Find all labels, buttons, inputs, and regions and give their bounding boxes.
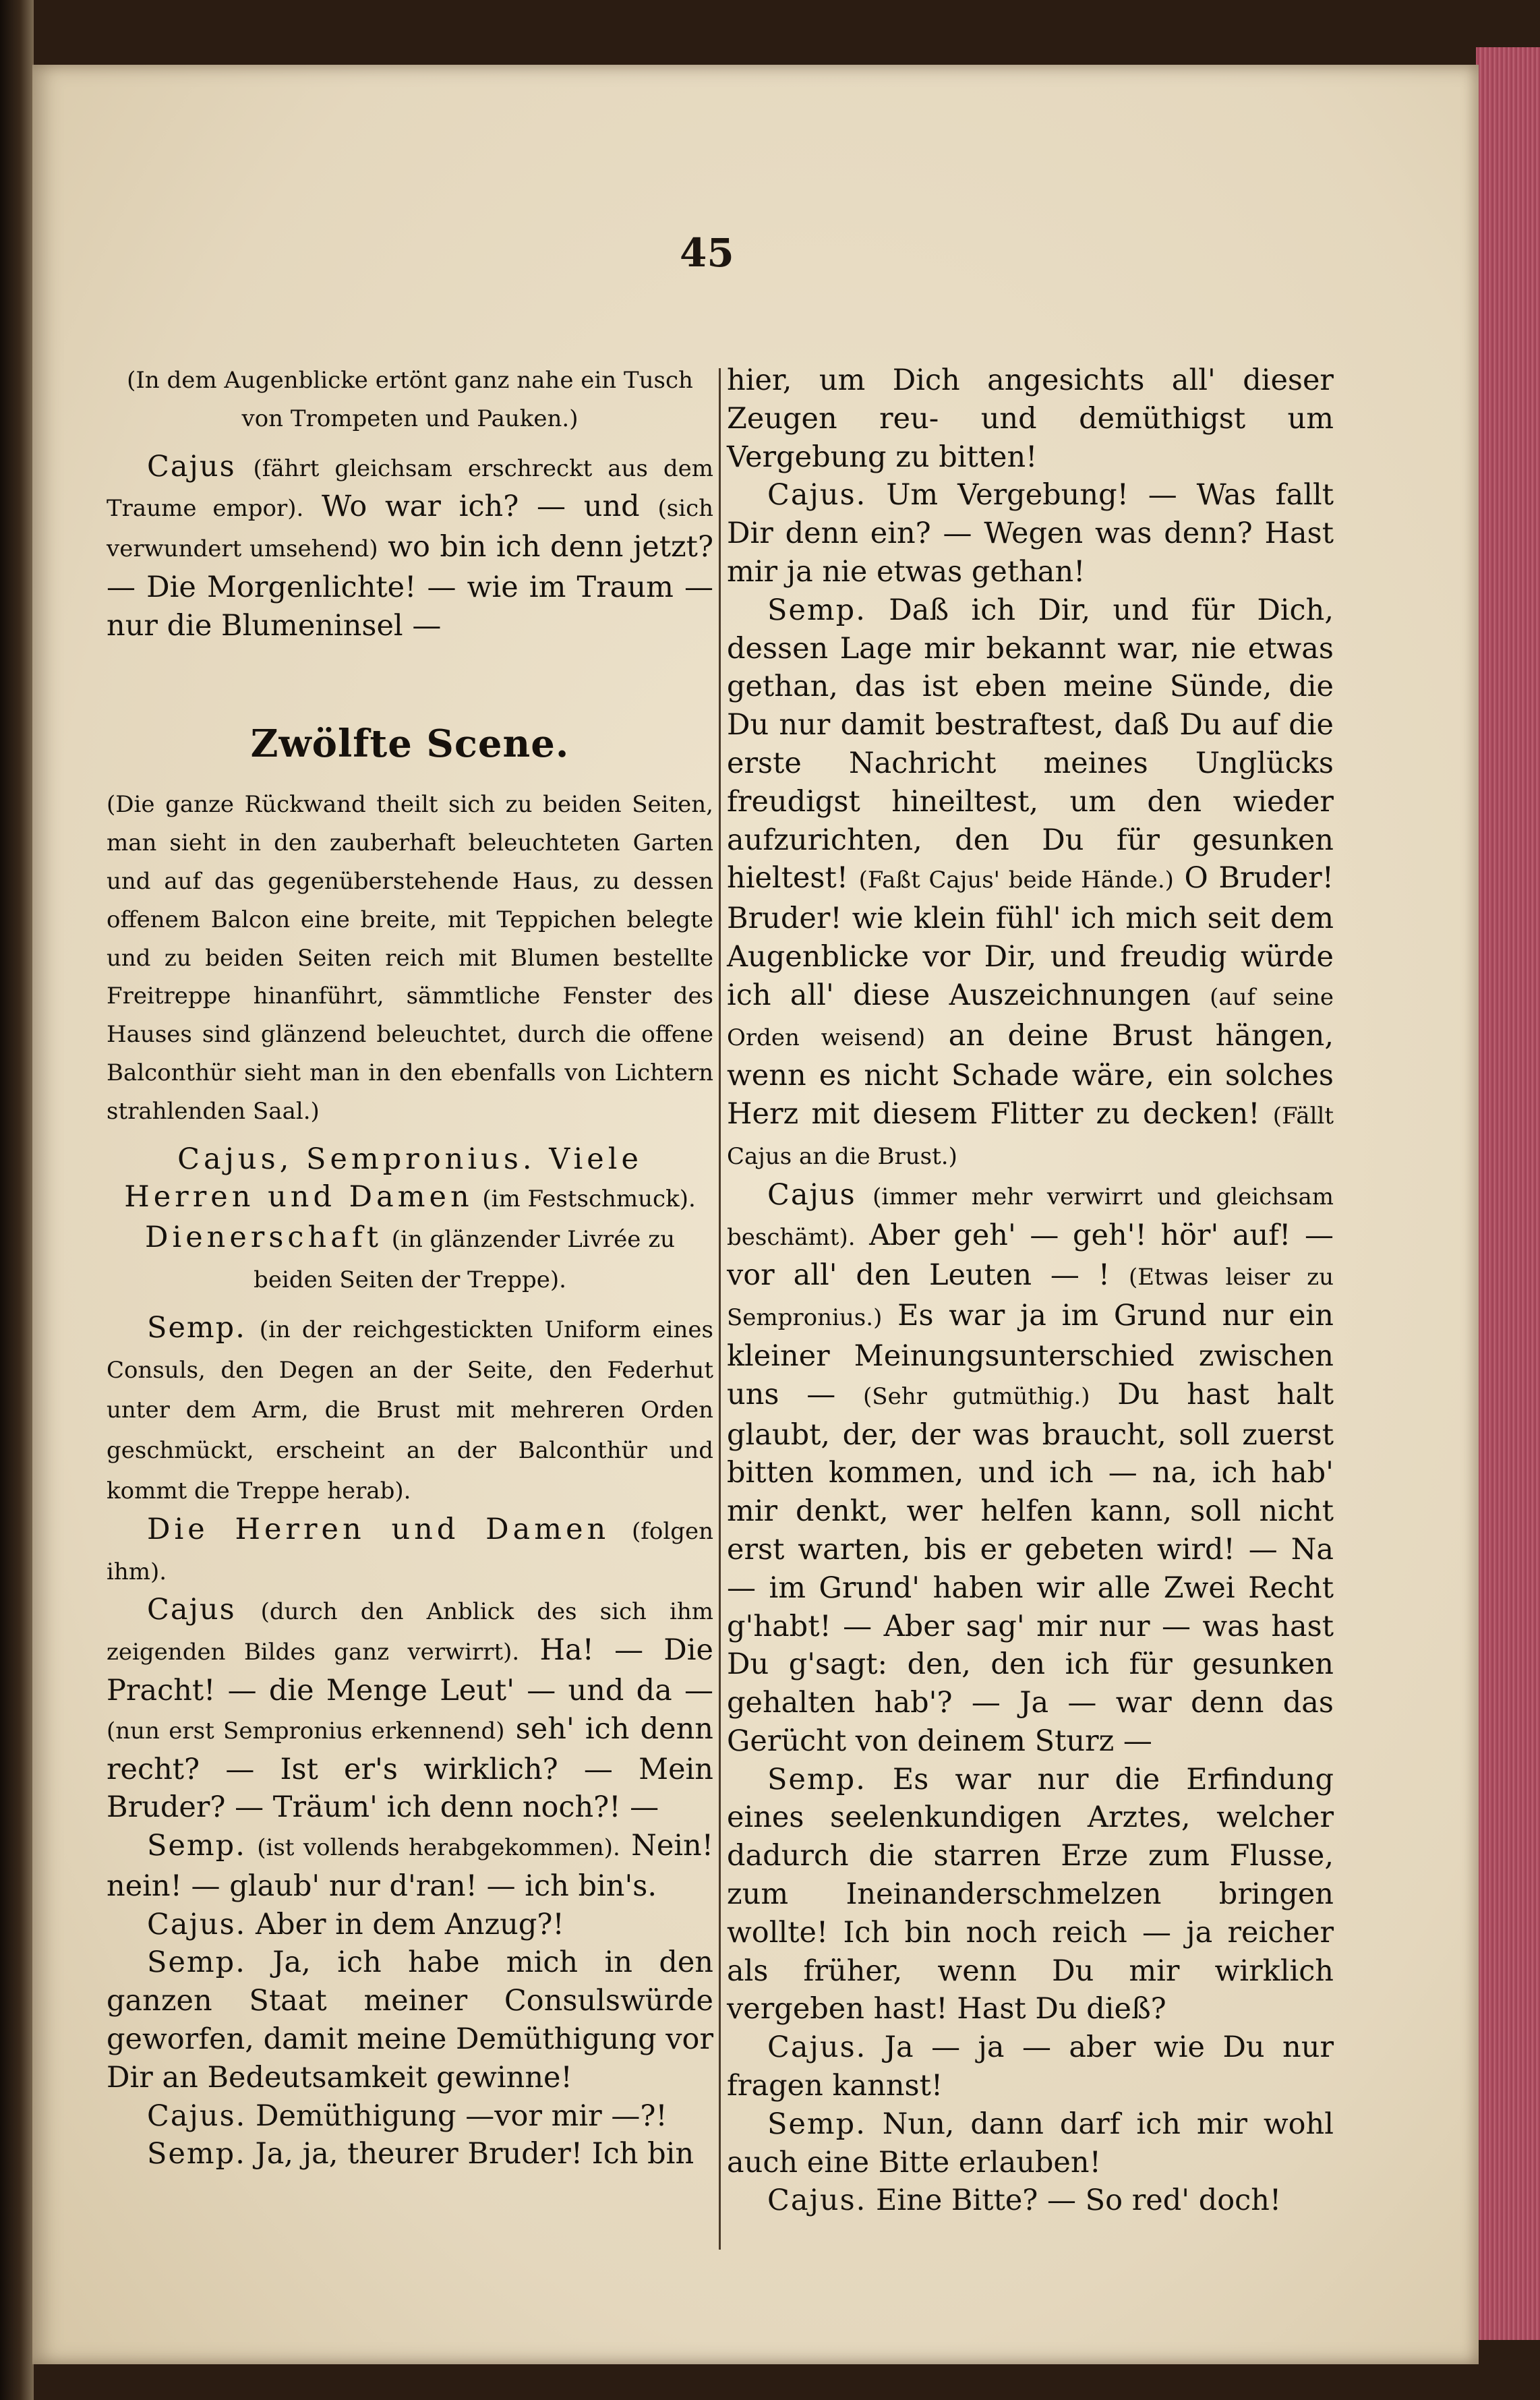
speaker-name: Cajus <box>767 1177 856 1212</box>
speaker-name: Cajus. <box>767 478 867 513</box>
speaker-name: Semp. <box>147 1310 246 1345</box>
stage-direction: (folgen ihm). <box>107 1517 714 1585</box>
dialogue-text: wo bin ich denn jetzt?— Die Morgenlichte! — wie im Traum — nur die Blumeninsel — <box>107 530 713 643</box>
dialogue-paragraph <box>727 591 1334 1176</box>
dialogue-text: Aber geh' — geh'! hör' auf! — vor all' den Leuten — ! <box>727 1218 1334 1293</box>
dialogue-paragraph <box>107 2135 713 2173</box>
dialogue-text: O Bruder! Bruder! wie klein fühl' ich mich seit dem Augenblicke vor Dir, und freudig würde ich all' diese Auszeichnungen <box>727 861 1334 1012</box>
stage-direction: (fährt gleichsam erschreckt aus dem Traume empor). <box>107 455 713 523</box>
stage-direction: (In dem Augenblicke ertönt ganz nahe ein Tusch von Trompeten und Pauken.) <box>127 367 693 432</box>
speaker-name: Semp. <box>767 1762 866 1796</box>
dialogue-text: Aber in dem Anzug?! <box>255 1907 564 1941</box>
speaker-name: Cajus. <box>767 2030 867 2065</box>
dialogue-text: Demüthigung —vor mir —?! <box>255 2099 668 2133</box>
dialogue-paragraph <box>727 1176 1334 1761</box>
scene-heading: Zwölfte Scene. <box>250 721 570 766</box>
book-spine-shadow <box>0 0 34 2400</box>
dialogue-text: Um Vergebung! — Was fallt Dir denn ein? — Wegen was denn? Hast mir ja nie etwas gethan! <box>727 478 1334 589</box>
cast-names: Cajus, Sempronius. Viele Herren und Damen <box>124 1142 643 1214</box>
dialogue-text: Nein! nein! — glaub' nur d'ran! — ich bin's. <box>107 1829 714 1903</box>
stage-direction: (im Festschmuck). <box>482 1186 696 1213</box>
speaker-name: Cajus <box>147 1593 236 1627</box>
speaker-name: Cajus. <box>147 2099 247 2133</box>
dialogue-paragraph <box>107 1943 713 2097</box>
stage-direction: (Etwas leiser zu Sempronius.) <box>727 1264 1334 1332</box>
speaker-name: Semp. <box>147 1945 246 1980</box>
speaker-name: Cajus. <box>147 1907 247 1941</box>
page-number: 45 <box>680 230 734 276</box>
dialogue-text: Du hast halt glaubt, der, der was braucht, soll zuerst bitten kommen, und ich — na, ich hab' mir denkt, wer helfen kann, soll nicht erst warten, bis er gebeten wird! — Na — im Grund' haben wir alle Zwei Recht g'habt! — Aber sag' mir nur — was hast Du g'sagt: den, den ich für gesunken gehalten hab'? — Ja — war denn das Gerücht von deinem Sturz — <box>727 1377 1334 1758</box>
scene-description: (Die ganze Rückwand theilt sich zu beiden Seiten, man sieht in den zauberhaft beleuchteten Garten und auf das gegenüberstehende Haus, zu dessen offenem Balcon eine breite, mit Teppichen belegte und zu beiden Seiten reich mit Blumen bestellte Freitreppe hinanführt, sämmtliche Fenster des Hauses sind glänzend beleuchtet, durch die offene Balconthür sieht man in den ebenfalls von Lichtern strahlenden Saal.) <box>107 791 713 1125</box>
dialogue-text: Ja, ich habe mich in den ganzen Staat meiner Consulswürde geworfen, damit meine Demüthigung vor Dir an Bedeutsamkeit gewinne! <box>107 1945 713 2095</box>
dialogue-text: Nun, dann darf ich mir wohl auch eine Bitte erlauben! <box>727 2107 1334 2179</box>
dialogue-paragraph <box>727 2028 1334 2105</box>
dialogue-text: Ha! — Die Pracht! — die Menge Leut' — und da — <box>107 1633 713 1707</box>
stage-direction: (nun erst Sempronius erkennend) <box>107 1717 505 1745</box>
stage-direction: (in der reichgestickten Uniform eines Consuls, den Degen an der Seite, den Federhut unter dem Arm, die Brust mit mehreren Orden geschmückt, erscheint an der Balconthür und kommt die Treppe herab). <box>107 1316 713 1504</box>
dialogue-text: Ja — ja — aber wie Du nur fragen kannst! <box>727 2030 1334 2103</box>
dialogue-text: Daß ich Dir, und für Dich, dessen Lage mir bekannt war, nie etwas gethan, das ist eben meine Sünde, die Du nur damit bestraftest, daß Du auf die erste Nachricht meines Unglücks freudigst hineiltest, um den wieder aufzurichten, den Du für gesunken hieltest! <box>727 593 1334 896</box>
column-divider <box>719 368 721 2250</box>
dialogue-text: hier, um Dich angesichts all' dieser Zeugen reu- und demüthigst um Vergebung zu bitten! <box>727 363 1334 474</box>
dialogue-paragraph <box>107 448 713 645</box>
stage-direction: (auf seine Orden weisend) <box>727 983 1334 1051</box>
speaker-name: Cajus <box>147 449 236 484</box>
stage-direction: (Faßt Cajus' beide Hände.) <box>858 867 1174 894</box>
dialogue-paragraph <box>727 476 1334 591</box>
stage-direction: (ist vollends herabgekommen). <box>257 1834 620 1862</box>
dialogue-paragraph <box>107 1511 713 1591</box>
dialogue-paragraph <box>107 1309 713 1511</box>
dialogue-paragraph <box>727 1761 1334 2029</box>
dialogue-paragraph <box>727 2182 1334 2220</box>
dialogue-paragraph <box>107 1591 713 1827</box>
dialogue-paragraph <box>107 1827 713 1906</box>
stage-direction: (Sehr gutmüthig.) <box>863 1382 1090 1410</box>
dialogue-text: Ja, ja, theurer Bruder! Ich bin <box>255 2137 694 2171</box>
dialogue-paragraph <box>727 2105 1334 2182</box>
stage-direction: (in glänzender Livrée zu beiden Seiten der Treppe). <box>254 1226 676 1293</box>
dialogue-paragraph <box>107 1906 713 1944</box>
book-page <box>32 65 1479 2364</box>
stage-direction: (sich verwundert umsehend) <box>107 495 714 563</box>
stage-direction: (immer mehr verwirrt und gleichsam beschämt). <box>727 1183 1334 1251</box>
page-edges <box>1476 47 1540 2340</box>
speaker-name: Semp. <box>767 593 866 627</box>
dialogue-text: Es war ja im Grund nur ein kleiner Meinungsunterschied zwischen uns — <box>727 1299 1334 1411</box>
dialogue-text: Eine Bitte? — So red' doch! <box>875 2184 1282 2218</box>
dialogue-text: seh' ich denn recht? — Ist er's wirklich? — Mein Bruder? — Träum' ich denn noch?! — <box>107 1711 713 1825</box>
speaker-name: Semp. <box>767 2107 866 2141</box>
right-column <box>727 361 1334 2220</box>
dialogue-text: Wo war ich? — und <box>322 490 640 524</box>
cast-names: Dienerschaft <box>144 1221 383 1255</box>
stage-direction: (Fällt Cajus an die Brust.) <box>727 1103 1334 1170</box>
speaker-name: Semp. <box>147 1829 246 1863</box>
speaker-name: Semp. <box>147 2137 246 2171</box>
dialogue-text: an deine Brust hängen, wenn es nicht Schade wäre, ein solches Herz mit diesem Flitter zu decken! <box>727 1018 1334 1132</box>
dialogue-text: Es war nur die Erfindung eines seelenkundigen Arztes, welcher dadurch die starren Erze zum Flusse, zum Ineinanderschmelzen bringen wollte! Ich bin noch reich — ja reicher als früher, wenn Du mir wirklich vergeben hast! Hast Du dieß? <box>727 1762 1334 2026</box>
cast-list <box>107 1140 713 1299</box>
cast-names: Die Herren und Damen <box>147 1512 610 1546</box>
left-column <box>107 361 713 2173</box>
dialogue-paragraph <box>107 2097 713 2136</box>
stage-direction: (durch den Anblick des sich ihm zeigenden Bildes ganz verwirrt). <box>107 1598 714 1666</box>
speaker-name: Cajus. <box>767 2184 867 2218</box>
